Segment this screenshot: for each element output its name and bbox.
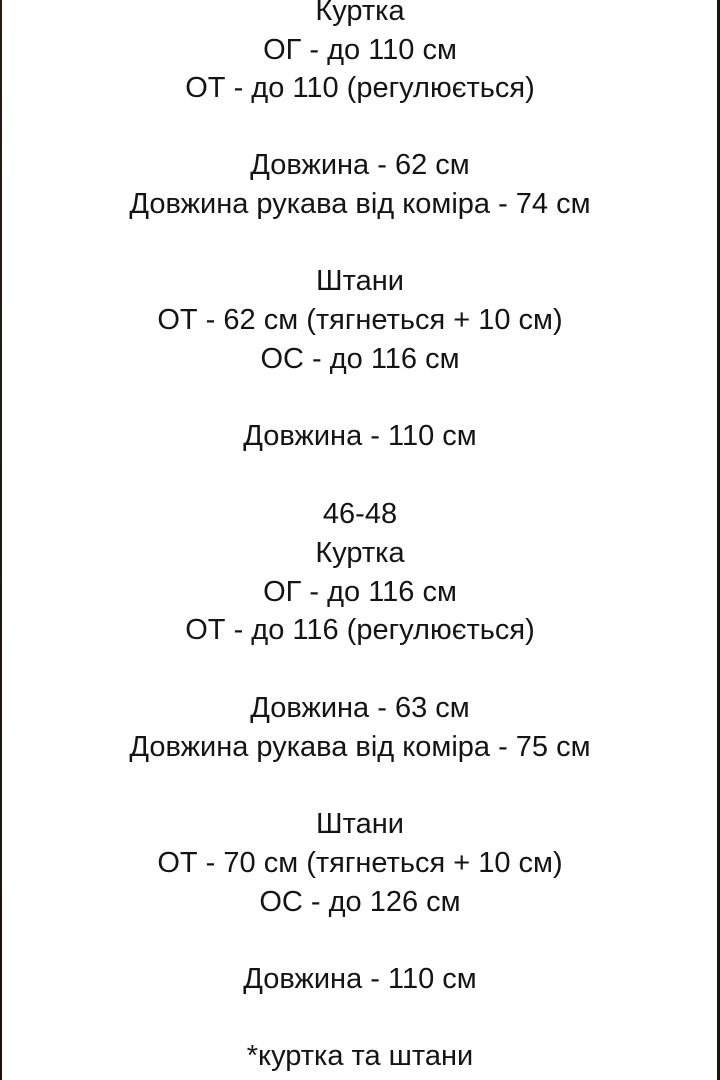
jacket-length-measure: Довжина - 63 см xyxy=(250,692,470,724)
pants-heading: Штани xyxy=(316,265,404,297)
pants-hips-measure: ОС - до 126 см xyxy=(259,886,461,918)
pants-length-measure: Довжина - 110 см xyxy=(243,420,477,452)
pants-hips-measure: ОС - до 116 см xyxy=(260,343,460,375)
jacket-length-measure: Довжина - 62 см xyxy=(250,149,470,181)
jacket-chest-measure: ОГ - до 110 см xyxy=(263,34,457,66)
jacket-sleeve-measure: Довжина рукава від коміра - 74 см xyxy=(129,188,591,220)
pants-waist-measure: ОТ - 62 см (тягнеться + 10 см) xyxy=(157,304,563,336)
pants-waist-measure: ОТ - 70 см (тягнеться + 10 см) xyxy=(157,847,563,879)
jacket-waist-measure: ОТ - до 110 (регулюється) xyxy=(185,72,535,104)
pants-heading: Штани xyxy=(316,808,404,840)
jacket-sleeve-measure: Довжина рукава від коміра - 75 см xyxy=(129,731,591,763)
jacket-chest-measure: ОГ - до 116 см xyxy=(263,576,457,608)
jacket-heading: Куртка xyxy=(315,537,405,569)
size-range-label: 46-48 xyxy=(322,498,398,530)
jacket-waist-measure: ОТ - до 116 (регулюється) xyxy=(185,614,535,646)
jacket-heading: Куртка xyxy=(315,0,405,27)
footnote: *куртка та штани xyxy=(246,1040,474,1072)
pants-length-measure: Довжина - 110 см xyxy=(243,963,477,995)
